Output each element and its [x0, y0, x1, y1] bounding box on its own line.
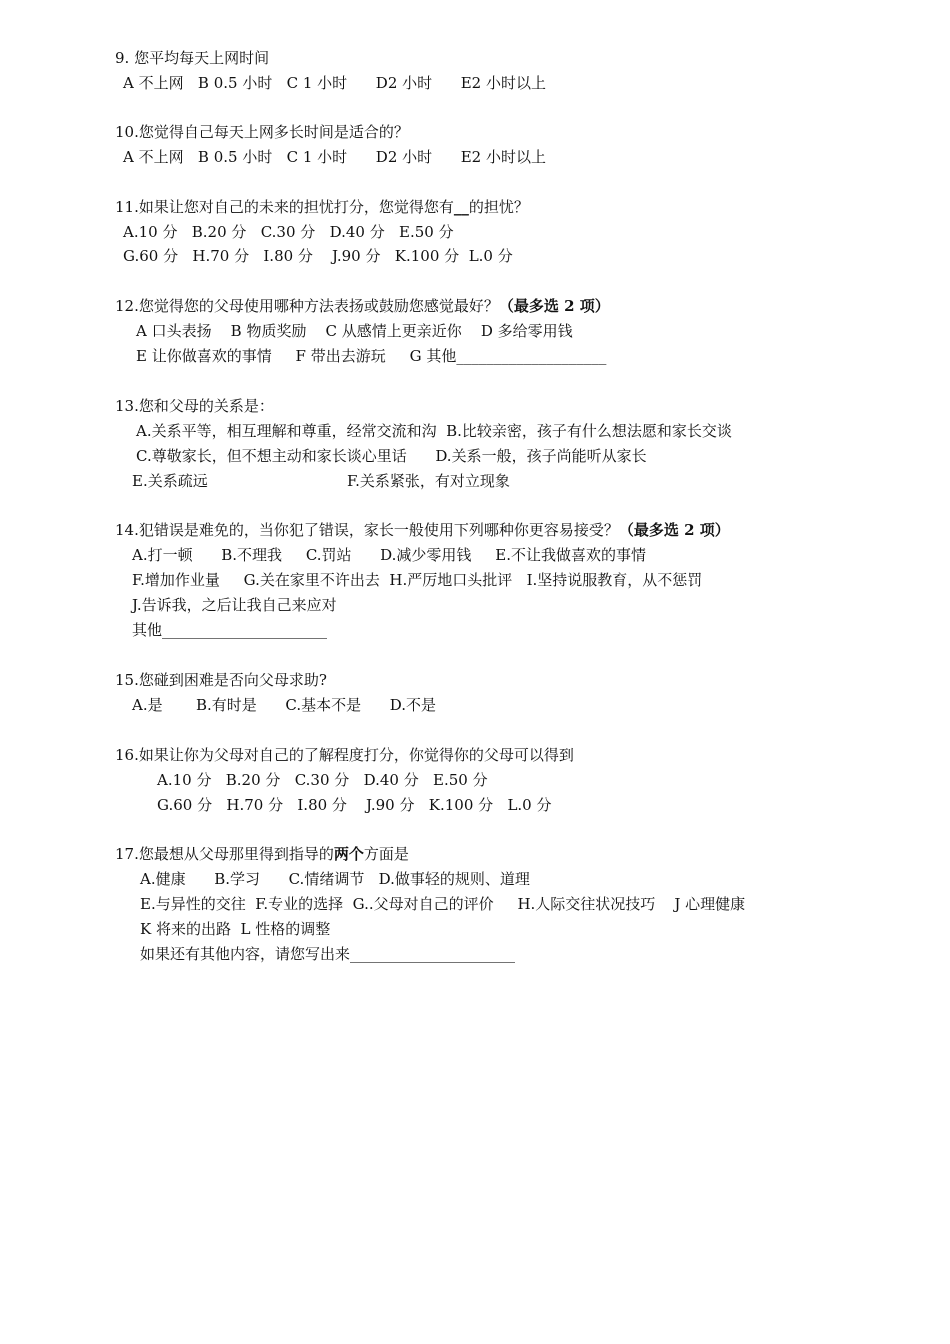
q10-title: 10.您觉得自己每天上网多长时间是适合的？	[115, 123, 409, 141]
q17-title	[115, 844, 409, 864]
q13-option-f: F.关系紧张，有对立现象	[347, 472, 510, 490]
q11-title-post: 的担忧？	[468, 198, 529, 216]
q16-options-row1: A.10 分 B.20 分 C.30 分 D.40 分 E.50 分	[157, 771, 488, 789]
q14-title	[115, 520, 730, 540]
q11-title-pre: 11.如果让您对自己的未来的担忧打分，您觉得您有	[115, 198, 454, 216]
q16-options-row2: G.60 分 H.70 分 I.80 分 J.90 分 K.100 分 L.0 分	[157, 796, 552, 814]
q14-options-row2: F.增加作业量 G.关在家里不许出去 H.严厉地口头批评 I.坚持说服教育，从不惩罚	[132, 571, 703, 589]
q15-options: A.是 B.有时是 C.基本不是 D.不是	[132, 696, 436, 714]
q9-title: 9. 您平均每天上网时间	[115, 49, 270, 67]
q13-option-e: E.关系疏远	[132, 472, 208, 490]
q14-options-row1: A.打一顿 B.不理我 C.罚站 D.减少零用钱 E.不让我做喜欢的事情	[132, 546, 646, 564]
q17-options-row1: A.健康 B.学习 C.情绪调节 D.做事轻的规则、道理	[140, 870, 530, 888]
q11-options-row2: G.60 分 H.70 分 I.80 分 J.90 分 K.100 分 L.0 分	[123, 247, 513, 265]
q15-title: 15.您碰到困难是否向父母求助?	[115, 671, 327, 689]
q17-options-row2: E.与异性的交往 F.专业的选择 G..父母对自己的评价 H.人际交往状况技巧 J 心理健康	[140, 895, 746, 913]
q11-options-row1: A.10 分 B.20 分 C.30 分 D.40 分 E.50 分	[123, 223, 454, 241]
q12-title-text: 12.您觉得您的父母使用哪种方法表扬或鼓励您感觉最好？	[115, 297, 499, 315]
q12-options-row2: E 让你做喜欢的事情 F 带出去游玩 G 其他____________________	[136, 347, 607, 365]
q13-options-row1: A.关系平等，相互理解和尊重，经常交流和沟 B.比较亲密，孩子有什么想法愿和家长交谈	[136, 422, 732, 440]
q9-options: A 不上网 B 0.5 小时 C 1 小时 D2 小时 E2 小时以上	[123, 74, 546, 92]
q17-options-row3: K 将来的出路 L 性格的调整	[140, 920, 331, 938]
q12-title	[115, 296, 610, 316]
q13-title: 13.您和父母的关系是：	[115, 397, 274, 415]
q11-title	[115, 197, 529, 217]
q17-title-post: 方面是	[363, 845, 409, 863]
q10-options: A 不上网 B 0.5 小时 C 1 小时 D2 小时 E2 小时以上	[123, 148, 546, 166]
q14-note: （最多选 2 项）	[618, 521, 730, 539]
q17-other-blank: 如果还有其他内容，请您写出来______________________	[140, 945, 516, 963]
q17-title-bold: 两个	[333, 845, 364, 863]
q12-options-row1: A 口头表扬 B 物质奖励 C 从感情上更亲近你 D 多给零用钱	[136, 322, 573, 340]
q13-options-row2: C.尊敬家长，但不想主动和家长谈心里话 D.关系一般，孩子尚能听从家长	[136, 447, 647, 465]
q14-options-row3: J.告诉我，之后让我自己来应对	[132, 596, 337, 614]
q16-title: 16.如果让你为父母对自己的了解程度打分，你觉得你的父母可以得到	[115, 746, 574, 764]
q14-title-text: 14.犯错误是难免的，当你犯了错误，家长一般使用下列哪种你更容易接受？	[115, 521, 619, 539]
q14-other-blank: 其他______________________	[132, 621, 328, 639]
q12-note: （最多选 2 项）	[498, 297, 610, 315]
q17-title-pre: 17.您最想从父母那里得到指导的	[115, 845, 334, 863]
q11-title-blank: __	[453, 198, 469, 216]
